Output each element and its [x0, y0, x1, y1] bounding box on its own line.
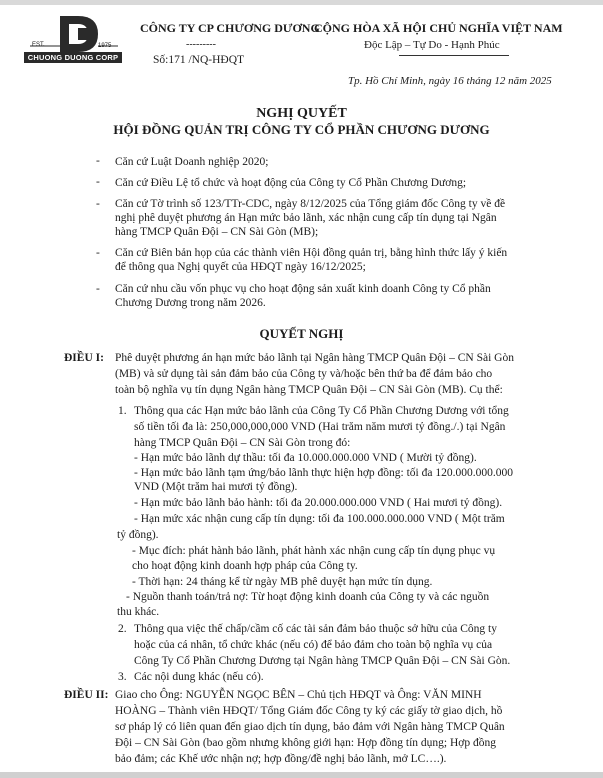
detail-line: - Mục đích: phát hành bảo lãnh, phát hành xác nhận cung cấp tín dụng phục vụ [132, 545, 496, 557]
article-2-line: sơ pháp lý có liên quan đến giao dịch tín dụng, bảo đảm với Ngân hàng TMCP Quân [115, 721, 505, 733]
basis-5-line: Chương Dương trong năm 2026. [115, 297, 266, 309]
article-2-label: ĐIỀU II: [64, 689, 109, 701]
item-1-line: hàng TMCP Quân Đội – CN Sài Gòn trong đó: [134, 437, 351, 449]
article-2-line: Đội – CN Sài Gòn (bao gồm nhưng không giới hạn: Hợp đồng tín dụng; Hợp đồng [115, 737, 496, 749]
item-1-number: 1. [118, 405, 127, 417]
motto-underline [399, 55, 509, 56]
document-number: Số:171 /NQ-HĐQT [153, 54, 245, 66]
basis-3-line: nghị phê duyệt phương án Hạn mức bảo lãnh, xác nhận cung cấp tín dụng tại Ngân [115, 212, 497, 224]
limit-line: - Hạn mức xác nhận cung cấp tín dụng: tối đa 100.000.000.000 VND ( Một trăm [134, 513, 505, 525]
article-1-intro-line: toàn bộ nghĩa vụ tín dụng Ngân hàng TMCP Quân Đội – CN Sài Gòn (MB). Cụ thể: [115, 384, 503, 396]
article-1-intro-line: Phê duyệt phương án hạn mức bảo lãnh tại Ngân hàng TMCP Quân Đội – CN Sài Gòn [115, 352, 514, 364]
national-title: CỘNG HÒA XÃ HỘI CHỦ NGHĨA VIỆT NAM [314, 21, 563, 35]
article-2-line: Giao cho Ông: NGUYỄN NGỌC BÊN – Chủ tịch HĐQT và Ông: VĂN MINH [115, 689, 482, 701]
national-motto: Độc Lập – Tự Do - Hạnh Phúc [364, 39, 500, 51]
item-1-line: số tiền tối đa là: 250,000,000,000 VND (Hai trăm năm mươi tỷ đồng./.) tại Ngân [134, 421, 506, 433]
page-bottom-edge [0, 772, 603, 778]
basis-dash: - [96, 247, 100, 259]
basis-4-line: để thông qua Nghị quyết của HĐQT ngày 16/12/2025; [115, 261, 366, 273]
logo-corp-name: CHUONG DUONG CORP [24, 52, 122, 63]
document-subtitle: HỘI ĐỒNG QUẢN TRỊ CÔNG TY CỔ PHẦN CHƯƠNG DƯƠNG [113, 122, 490, 137]
item-2-line: Thông qua việc thế chấp/cầm cố các tài sản đảm bảo thuộc sở hữu của Công ty [134, 623, 497, 635]
basis-3-line: hàng TMCP Quân Đội – CN Sài Gòn (MB); [115, 226, 319, 238]
article-1-label: ĐIỀU I: [64, 352, 104, 364]
basis-dash: - [96, 283, 100, 295]
basis-dash: - [96, 155, 100, 167]
limit-line: VND (Một trăm hai mươi tỷ đồng). [134, 481, 298, 493]
article-1-intro-line: (MB) và sử dụng tài sản đảm bảo của Công ty và/hoặc bên thứ ba để đảm bảo cho [115, 368, 493, 380]
company-name: CÔNG TY CP CHƯƠNG DƯƠNG [140, 21, 320, 35]
item-2-line: Công Ty Cổ Phần Chương Dương tại Ngân hàng TMCP Quân Đội – CN Sài Gòn. [134, 655, 511, 667]
item-3-number: 3. [118, 671, 127, 683]
detail-line: - Nguồn thanh toán/trả nợ: Từ hoạt động kinh doanh của Công ty và các nguồn [126, 591, 490, 603]
company-logo [22, 14, 122, 64]
document-title: NGHỊ QUYẾT [256, 106, 347, 121]
page-top-edge [0, 0, 603, 5]
basis-5-line: Căn cứ nhu cầu vốn phục vụ cho hoạt động sản xuất kinh doanh Công ty Cổ phần [115, 283, 491, 295]
basis-2: Căn cứ Điều Lệ tổ chức và hoạt động của Công ty Cổ Phần Chương Dương; [115, 177, 467, 189]
company-rule: --------- [186, 39, 216, 50]
item-2-number: 2. [118, 623, 127, 635]
limit-line: - Hạn mức bảo lãnh tạm ứng/bảo lãnh thực hiện hợp đồng: tối đa 120.000.000.000 [134, 467, 513, 479]
basis-dash: - [96, 198, 100, 210]
basis-1: Căn cứ Luật Doanh nghiệp 2020; [115, 156, 269, 168]
logo-est: EST. [32, 42, 45, 48]
item-2-line: hoặc của cá nhân, tổ chức khác (nếu có) để bảo đảm cho toàn bộ nghĩa vụ của [134, 639, 493, 651]
item-1-line: Thông qua các Hạn mức bảo lãnh của Công Ty Cổ Phần Chương Dương với tổng [134, 405, 509, 417]
detail-line: - Thời hạn: 24 tháng kể từ ngày MB phê duyệt hạn mức tín dụng. [132, 576, 433, 588]
article-2-line: bảo đảm; các Khế ước nhận nợ; hợp đồng/đề nghị bảo lãnh, mở LC….). [115, 753, 447, 765]
issue-date: Tp. Hồ Chí Minh, ngày 16 tháng 12 năm 2025 [348, 75, 552, 87]
item-3-line: Các nội dung khác (nếu có). [134, 671, 264, 683]
limit-line: tỷ đồng). [117, 529, 159, 541]
limit-line: - Hạn mức bảo lãnh bảo hành: tối đa 20.000.000.000 VND ( Hai mươi tỷ đồng). [134, 497, 503, 509]
logo-year: 1975 [98, 43, 112, 49]
resolution-heading: QUYẾT NGHỊ [259, 326, 344, 341]
detail-line: thu khác. [117, 606, 160, 618]
basis-dash: - [96, 176, 100, 188]
article-2-line: HOÀNG – Thành viên HĐQT/ Tổng Giám đốc Công ty ký các giấy tờ giao dịch, hồ [115, 705, 503, 717]
basis-4-line: Căn cứ Biên bản họp của các thành viên Hội đồng quản trị, bằng hình thức lấy ý kiến [115, 247, 508, 259]
limit-line: - Hạn mức bảo lãnh dự thầu: tối đa 10.000.000.000 VND ( Mười tỷ đồng). [134, 452, 477, 464]
basis-3-line: Căn cứ Tờ trình số 123/TTr-CDC, ngày 8/12/2025 của Tổng giám đốc Công ty về đề [115, 198, 506, 210]
detail-line: cho hoạt động kinh doanh hợp pháp của Công ty. [132, 560, 358, 572]
